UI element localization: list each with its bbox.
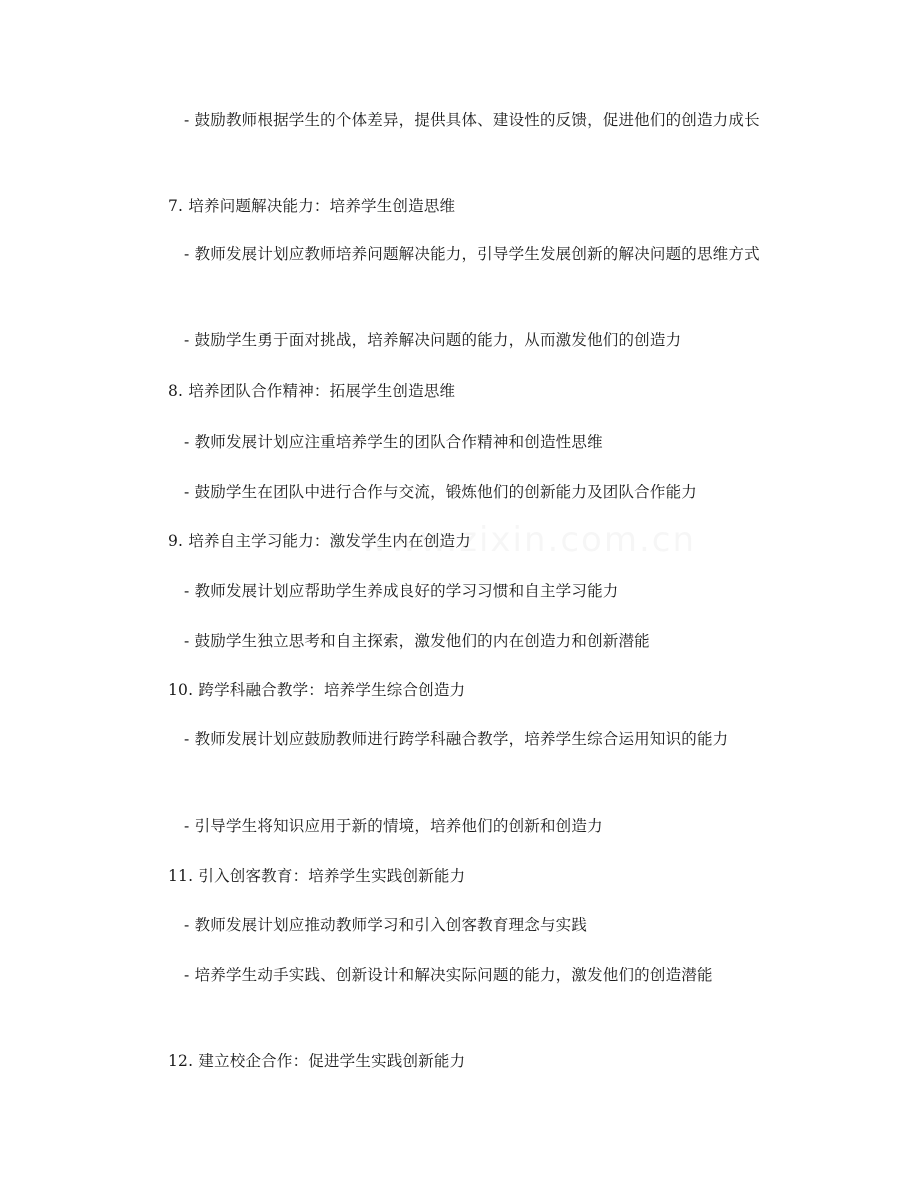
section-heading: 8. 培养团队合作精神：拓展学生创造思维 (168, 382, 456, 400)
bullet-paragraph: - 教师发展计划应鼓励教师进行跨学科融合教学，培养学生综合运用知识的能力 (184, 730, 729, 748)
bullet-paragraph: - 教师发展计划应注重培养学生的团队合作精神和创造性思维 (184, 433, 603, 451)
section-heading: 10. 跨学科融合教学：培养学生综合创造力 (168, 681, 466, 699)
section-heading: 9. 培养自主学习能力：激发学生内在创造力 (168, 532, 471, 550)
bullet-paragraph: - 鼓励教师根据学生的个体差异，提供具体、建设性的反馈，促进他们的创造力成长 (184, 111, 760, 129)
bullet-paragraph: - 培养学生动手实践、创新设计和解决实际问题的能力，激发他们的创造潜能 (184, 966, 713, 984)
bullet-paragraph: - 鼓励学生在团队中进行合作与交流，锻炼他们的创新能力及团队合作能力 (184, 483, 697, 501)
section-heading: 7. 培养问题解决能力：培养学生创造思维 (168, 197, 456, 215)
bullet-paragraph: - 鼓励学生勇于面对挑战，培养解决问题的能力，从而激发他们的创造力 (184, 331, 682, 349)
section-heading: 12. 建立校企合作：促进学生实践创新能力 (168, 1052, 466, 1070)
section-heading: 11. 引入创客教育：培养学生实践创新能力 (168, 867, 466, 885)
bullet-paragraph: - 引导学生将知识应用于新的情境，培养他们的创新和创造力 (184, 817, 603, 835)
bullet-paragraph: - 教师发展计划应帮助学生养成良好的学习习惯和自主学习能力 (184, 582, 619, 600)
bullet-paragraph: - 鼓励学生独立思考和自主探索，激发他们的内在创造力和创新潜能 (184, 632, 650, 650)
bullet-paragraph: - 教师发展计划应教师培养问题解决能力，引导学生发展创新的解决问题的思维方式 (184, 245, 760, 263)
bullet-paragraph: - 教师发展计划应推动教师学习和引入创客教育理念与实践 (184, 916, 588, 934)
